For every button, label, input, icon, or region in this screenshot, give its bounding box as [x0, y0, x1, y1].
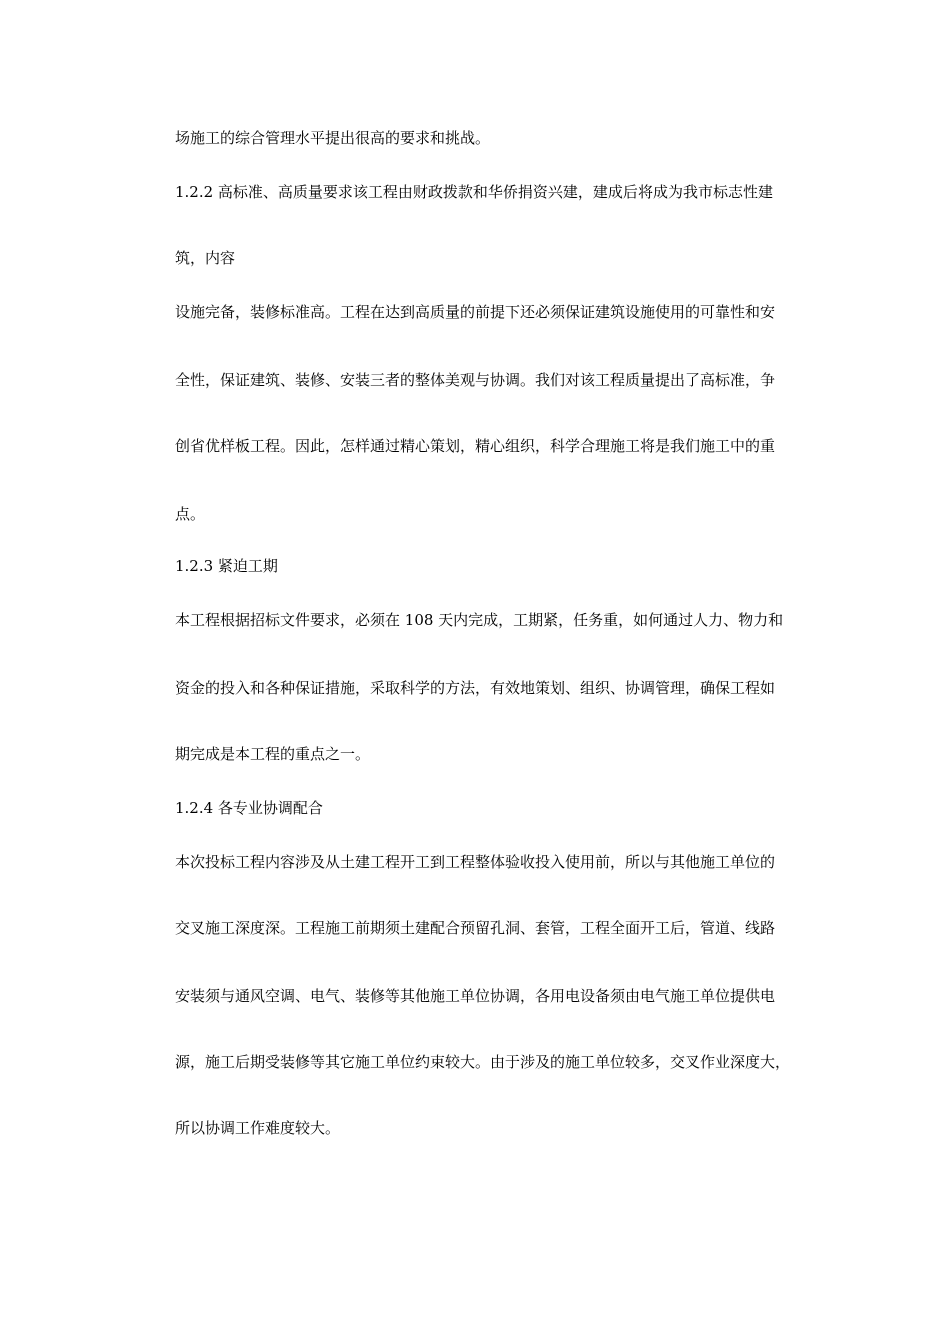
paragraph-line: 本工程根据招标文件要求，必须在 108 天内完成，工期紧，任务重，如何通过人力、物力和 — [175, 611, 784, 629]
paragraph-line: 筑，内容 — [175, 249, 236, 267]
paragraph-line: 资金的投入和各种保证措施，采取科学的方法，有效地策划、组织、协调管理，确保工程如 — [175, 679, 776, 697]
paragraph-line: 场施工的综合管理水平提出很高的要求和挑战。 — [175, 129, 491, 147]
paragraph-line: 交叉施工深度深。工程施工前期须土建配合预留孔洞、套管，工程全面开工后，管道、线路 — [175, 919, 776, 937]
paragraph-line: 本次投标工程内容涉及从土建工程开工到工程整体验收投入使用前，所以与其他施工单位的 — [175, 853, 776, 871]
section-heading-1-2-4: 1.2.4 各专业协调配合 — [175, 799, 323, 817]
section-heading-1-2-2: 1.2.2 高标准、高质量要求该工程由财政拨款和华侨捐资兴建，建成后将成为我市标志性建 — [175, 183, 773, 201]
paragraph-line: 创省优样板工程。因此，怎样通过精心策划，精心组织，科学合理施工将是我们施工中的重 — [175, 437, 776, 455]
paragraph-line: 设施完备，装修标准高。工程在达到高质量的前提下还必须保证建筑设施使用的可靠性和安 — [175, 303, 776, 321]
paragraph-line: 期完成是本工程的重点之一。 — [175, 745, 371, 763]
paragraph-line: 点。 — [175, 505, 206, 523]
section-heading-1-2-3: 1.2.3 紧迫工期 — [175, 557, 278, 575]
paragraph-line: 源，施工后期受装修等其它施工单位约束较大。由于涉及的施工单位较多，交叉作业深度大， — [175, 1053, 791, 1071]
paragraph-line: 所以协调工作难度较大。 — [175, 1119, 341, 1137]
paragraph-line: 安装须与通风空调、电气、装修等其他施工单位协调，各用电设备须由电气施工单位提供电 — [175, 987, 776, 1005]
paragraph-line: 全性，保证建筑、装修、安装三者的整体美观与协调。我们对该工程质量提出了高标准，争 — [175, 371, 776, 389]
